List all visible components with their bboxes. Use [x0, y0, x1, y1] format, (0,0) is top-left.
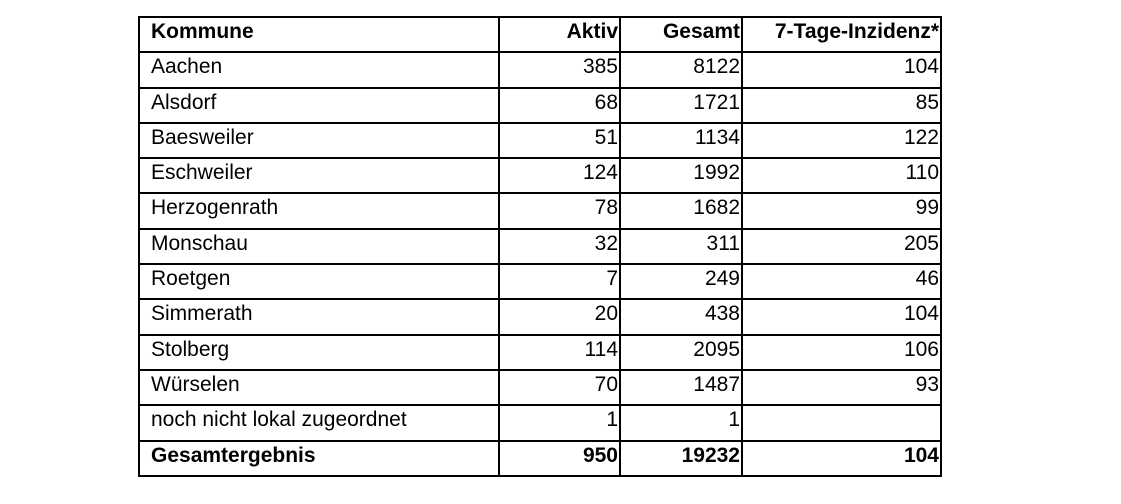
table-row [139, 405, 941, 440]
cell-inzidenz: 93 [742, 370, 941, 405]
cell-aktiv: 124 [499, 158, 620, 193]
cell-inzidenz: 106 [742, 335, 941, 370]
cell-gesamt: 1134 [620, 123, 742, 158]
cell-kommune: Monschau [139, 229, 499, 264]
kommune-cases-table [138, 16, 942, 477]
cell-kommune: Eschweiler [139, 158, 499, 193]
total-aktiv: 950 [499, 441, 620, 476]
cell-gesamt: 2095 [620, 335, 742, 370]
header-row [139, 17, 941, 52]
cell-aktiv: 70 [499, 370, 620, 405]
header-kommune: Kommune [139, 17, 499, 52]
cell-aktiv: 68 [499, 88, 620, 123]
total-inzidenz: 104 [742, 441, 941, 476]
total-gesamt: 19232 [620, 441, 742, 476]
cell-aktiv: 114 [499, 335, 620, 370]
cell-kommune: Simmerath [139, 299, 499, 334]
cell-inzidenz: 46 [742, 264, 941, 299]
cell-kommune: Baesweiler [139, 123, 499, 158]
header-inzidenz: 7-Tage-Inzidenz* [742, 17, 941, 52]
cell-aktiv: 51 [499, 123, 620, 158]
cell-kommune: Aachen [139, 52, 499, 87]
cell-kommune: Würselen [139, 370, 499, 405]
header-aktiv: Aktiv [499, 17, 620, 52]
cell-inzidenz: 104 [742, 299, 941, 334]
table-row [139, 123, 941, 158]
cell-gesamt: 1721 [620, 88, 742, 123]
cell-aktiv: 32 [499, 229, 620, 264]
cell-inzidenz: 99 [742, 193, 941, 228]
cell-kommune: noch nicht lokal zugeordnet [139, 405, 499, 440]
table-row [139, 229, 941, 264]
header-gesamt: Gesamt [620, 17, 742, 52]
cell-gesamt: 1487 [620, 370, 742, 405]
cell-gesamt: 1992 [620, 158, 742, 193]
table-row [139, 52, 941, 87]
cell-inzidenz: 122 [742, 123, 941, 158]
total-row [139, 441, 941, 476]
cell-aktiv: 1 [499, 405, 620, 440]
table-row [139, 88, 941, 123]
total-kommune: Gesamtergebnis [139, 441, 499, 476]
cell-aktiv: 78 [499, 193, 620, 228]
table-row [139, 193, 941, 228]
cell-aktiv: 7 [499, 264, 620, 299]
table-row [139, 264, 941, 299]
table-row [139, 335, 941, 370]
cell-inzidenz: 110 [742, 158, 941, 193]
cell-inzidenz: 85 [742, 88, 941, 123]
cell-kommune: Stolberg [139, 335, 499, 370]
cell-gesamt: 1682 [620, 193, 742, 228]
table-row [139, 158, 941, 193]
table-row [139, 299, 941, 334]
cell-aktiv: 385 [499, 52, 620, 87]
cell-inzidenz: 104 [742, 52, 941, 87]
cell-kommune: Herzogenrath [139, 193, 499, 228]
cell-gesamt: 311 [620, 229, 742, 264]
cell-aktiv: 20 [499, 299, 620, 334]
cell-gesamt: 438 [620, 299, 742, 334]
cell-kommune: Roetgen [139, 264, 499, 299]
cell-inzidenz [742, 405, 941, 440]
cell-kommune: Alsdorf [139, 88, 499, 123]
cell-inzidenz: 205 [742, 229, 941, 264]
table-row [139, 370, 941, 405]
cell-gesamt: 1 [620, 405, 742, 440]
cell-gesamt: 249 [620, 264, 742, 299]
cell-gesamt: 8122 [620, 52, 742, 87]
